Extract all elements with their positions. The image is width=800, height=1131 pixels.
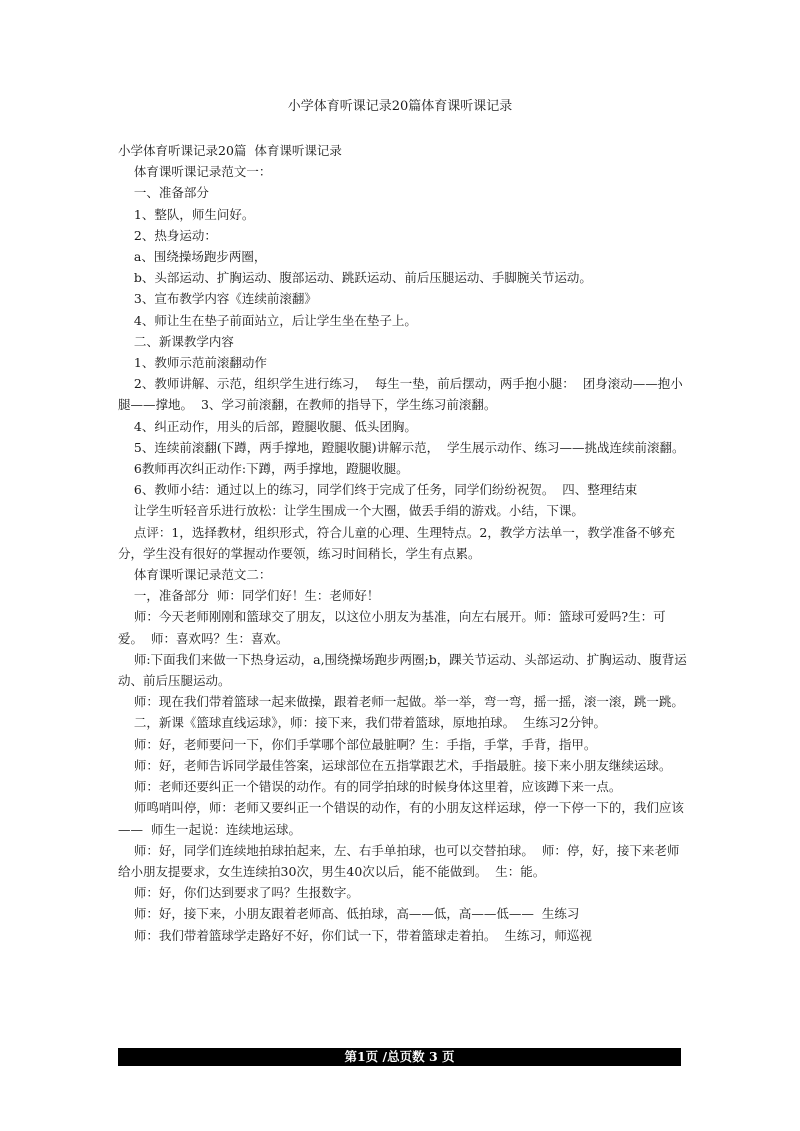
paragraph: 体育课听课记录范文一： xyxy=(118,164,272,180)
paragraph: 一、准备部分 xyxy=(118,185,209,201)
paragraph: 2、教师讲解、示范，组织学生进行练习， 每生一垫，前后摆动，两手抱小腿： 团身滚动——抱小腿——撑地。 3、学习前滚翻，在教师的指导下，学生练习前滚翻。 xyxy=(118,376,683,413)
page-title: 小学体育听课记录20篇体育课听课记录 xyxy=(287,99,513,114)
document-body xyxy=(118,140,690,946)
paragraph: b、头部运动、扩胸运动、腹部运动、跳跃运动、前后压腿运动、手脚腕关节运动。 xyxy=(118,270,592,286)
paragraph: a、围绕操场跑步两圈， xyxy=(118,249,267,265)
paragraph: 2、热身运动： xyxy=(118,227,217,243)
paragraph: 6教师再次纠正动作:下蹲，两手撑地，蹬腿收腿。 xyxy=(118,461,409,477)
paragraph: 4、纠正动作，用头的后部，蹬腿收腿、低头团胸。 xyxy=(118,418,417,434)
paragraph: 师：今天老师刚刚和篮球交了朋友，以这位小朋友为基准，向左右展开。师：篮球可爱吗?生：可爱。 师：喜欢吗？生：喜欢。 xyxy=(118,609,666,646)
paragraph: 师鸣哨叫停，师：老师又要纠正一个错误的动作，有的小朋友这样运球，停一下停一下的，我们应该—— 师生一起说：连续地运球。 xyxy=(118,800,684,837)
page-number: 第1页 /总页数 3 页 xyxy=(344,1049,455,1064)
paragraph: 小学体育听课记录20篇 体育课听课记录 xyxy=(118,143,342,158)
paragraph: 3、宣布教学内容《连续前滚翻》 xyxy=(118,291,317,307)
paragraph: 师：好，老师告诉同学最佳答案，运球部位在五指掌跟艺术，手指最脏。接下来小朋友继续运球。 xyxy=(118,757,672,773)
paragraph: 5、连续前滚翻(下蹲，两手撑地，蹬腿收腿)讲解示范， 学生展示动作、练习——挑战连续前滚翻。 xyxy=(118,439,685,455)
paragraph: 点评：1，选择教材，组织形式，符合儿童的心理、生理特点。2，教学方法单一，教学准备不够充分，学生没有很好的掌握动作要领，练习时间稍长，学生有点累。 xyxy=(118,524,675,561)
page-footer xyxy=(118,1048,681,1066)
paragraph: 师：现在我们带着篮球一起来做操，跟着老师一起做。举一举，弯一弯，摇一摇，滚一滚，跳一跳。 xyxy=(118,694,684,710)
paragraph: 体育课听课记录范文二： xyxy=(118,567,272,583)
paragraph: 二、新课教学内容 xyxy=(118,333,234,349)
paragraph: 一，准备部分 师：同学们好！生：老师好！ xyxy=(118,588,380,604)
paragraph: 师：好，老师要问一下，你们手掌哪个部位最脏啊？生：手指，手掌，手背，指甲。 xyxy=(118,736,597,752)
paragraph: 师:下面我们来做一下热身运动，a,围绕操场跑步两圈;b，踝关节运动、头部运动、扩胸运动、腹背运动、前后压腿运动。 xyxy=(118,651,687,689)
paragraph: 让学生听轻音乐进行放松：让学生围成一个大圈，做丢手绢的游戏。小结，下课。 xyxy=(118,503,584,519)
paragraph: 师：好，同学们连续地拍球拍起来，左、右手单拍球，也可以交替拍球。 师：停，好，接下来老师给小朋友提要求，女生连续拍30次，男生40次以后，能不能做到。 生：能。 xyxy=(118,842,680,879)
paragraph: 师：好，你们达到要求了吗？生报数字。 xyxy=(118,885,359,901)
paragraph: 师：好，接下来，小朋友跟着老师高、低拍球，高——低，高——低—— 生练习 xyxy=(118,906,580,922)
paragraph: 师：老师还要纠正一个错误的动作。有的同学拍球的时候身体这里着，应该蹲下来一点。 xyxy=(118,779,622,795)
paragraph: 二，新课《篮球直线运球》，师：接下来，我们带着篮球，原地拍球。 生练习2分钟。 xyxy=(118,715,607,731)
paragraph: 4、师让生在垫子前面站立，后让学生坐在垫子上。 xyxy=(118,312,417,328)
paragraph: 1、教师示范前滚翻动作 xyxy=(118,355,267,371)
paragraph: 师：我们带着篮球学走路好不好，你们试一下，带着篮球走着拍。 生练习，师巡视 xyxy=(118,927,592,943)
paragraph: 1、整队，师生问好。 xyxy=(118,206,255,222)
paragraph: 6、教师小结：通过以上的练习，同学们终于完成了任务，同学们纷纷祝贺。 四、整理结束 xyxy=(118,482,638,498)
